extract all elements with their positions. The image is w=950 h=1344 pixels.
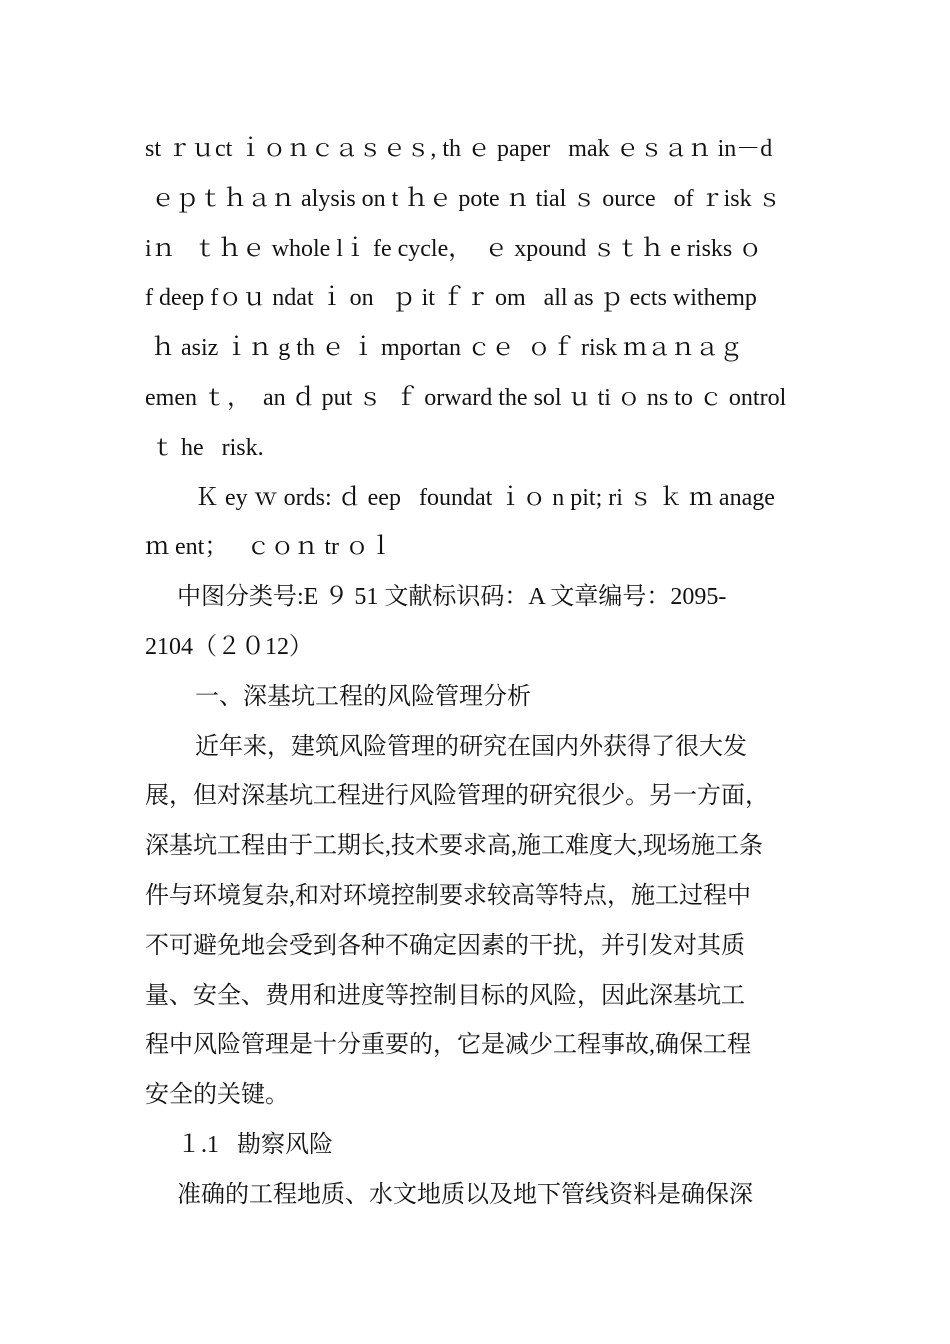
body-text [145, 125, 810, 1221]
abstract-line-7: ｔ he risk. [145, 434, 264, 461]
abstract-line-4: f deep fｏｕ ndat ｉ on ｐ it ｆｒ om all as ｐ ects withemp [145, 285, 757, 312]
abstract-line-5: ｈ asiz ｉｎ g th ｅ ｉ mportan ｃｅ ｏｆ risk ｍａｎａｇ [145, 335, 743, 362]
abstract-line-1: st ｒｕct ｉｏｎｃａｓｅｓ, th ｅ paper mak ｅｓａｎ in－d [145, 136, 773, 162]
paragraph-line-9: 准确的工程地质、水文地质以及地下管线资料是确保深 [177, 1181, 753, 1208]
paragraph-line-3: 深基坑工程由于工期长,技术要求高,施工难度大,现场施工条 [145, 833, 763, 860]
paragraph-line-2: 展，但对深基坑工程进行风险管理的研究很少。另一方面， [145, 783, 769, 810]
keywords-line-2: ｍ ent； ｃｏｎ tr ｏｌ [145, 534, 393, 561]
subsection-heading: １.1 勘察风险 [177, 1131, 333, 1158]
section-heading: 一、深基坑工程的风险管理分析 [195, 683, 531, 710]
paragraph-line-8: 安全的关键。 [145, 1082, 289, 1109]
classification-line-2: 2104（２０12） [145, 633, 313, 660]
abstract-line-2: ｅｐｔｈａｎ alysis on t ｈｅ pote ｎ tial ｓ ource of ｒisk ｓ [145, 185, 782, 212]
paragraph-line-6: 量、安全、费用和进度等控制目标的风险，因此深基坑工 [145, 982, 745, 1009]
paragraph-line-1: 近年来，建筑风险管理的研究在国内外获得了很大发 [195, 733, 747, 760]
classification-line-1: 中图分类号:E ９ 51 文献标识码：A 文章编号：2095- [177, 584, 727, 611]
paragraph-line-7: 程中风险管理是十分重要的，它是减少工程事故,确保工程 [145, 1032, 751, 1059]
abstract-line-6: emen ｔ， an ｄ put ｓ ｆ orward the sol ｕ ti ｏ ns to ｃ ontrol [145, 384, 787, 411]
paragraph-line-4: 件与环境复杂,和对环境控制要求较高等特点，施工过程中 [145, 882, 751, 909]
abstract-line-3: iｎ ｔｈｅ whole lｉ fe cycle， ｅ xpound ｓｔｈ e risks ｏ [145, 235, 763, 262]
keywords-line-1: Ｋ ey ｗ ords: ｄ eep foundat ｉｏ n pit; ri ｓ ｋ ｍ anage [195, 484, 775, 511]
paragraph-line-5: 不可避免地会受到各种不确定因素的干扰，并引发对其质 [145, 932, 745, 959]
